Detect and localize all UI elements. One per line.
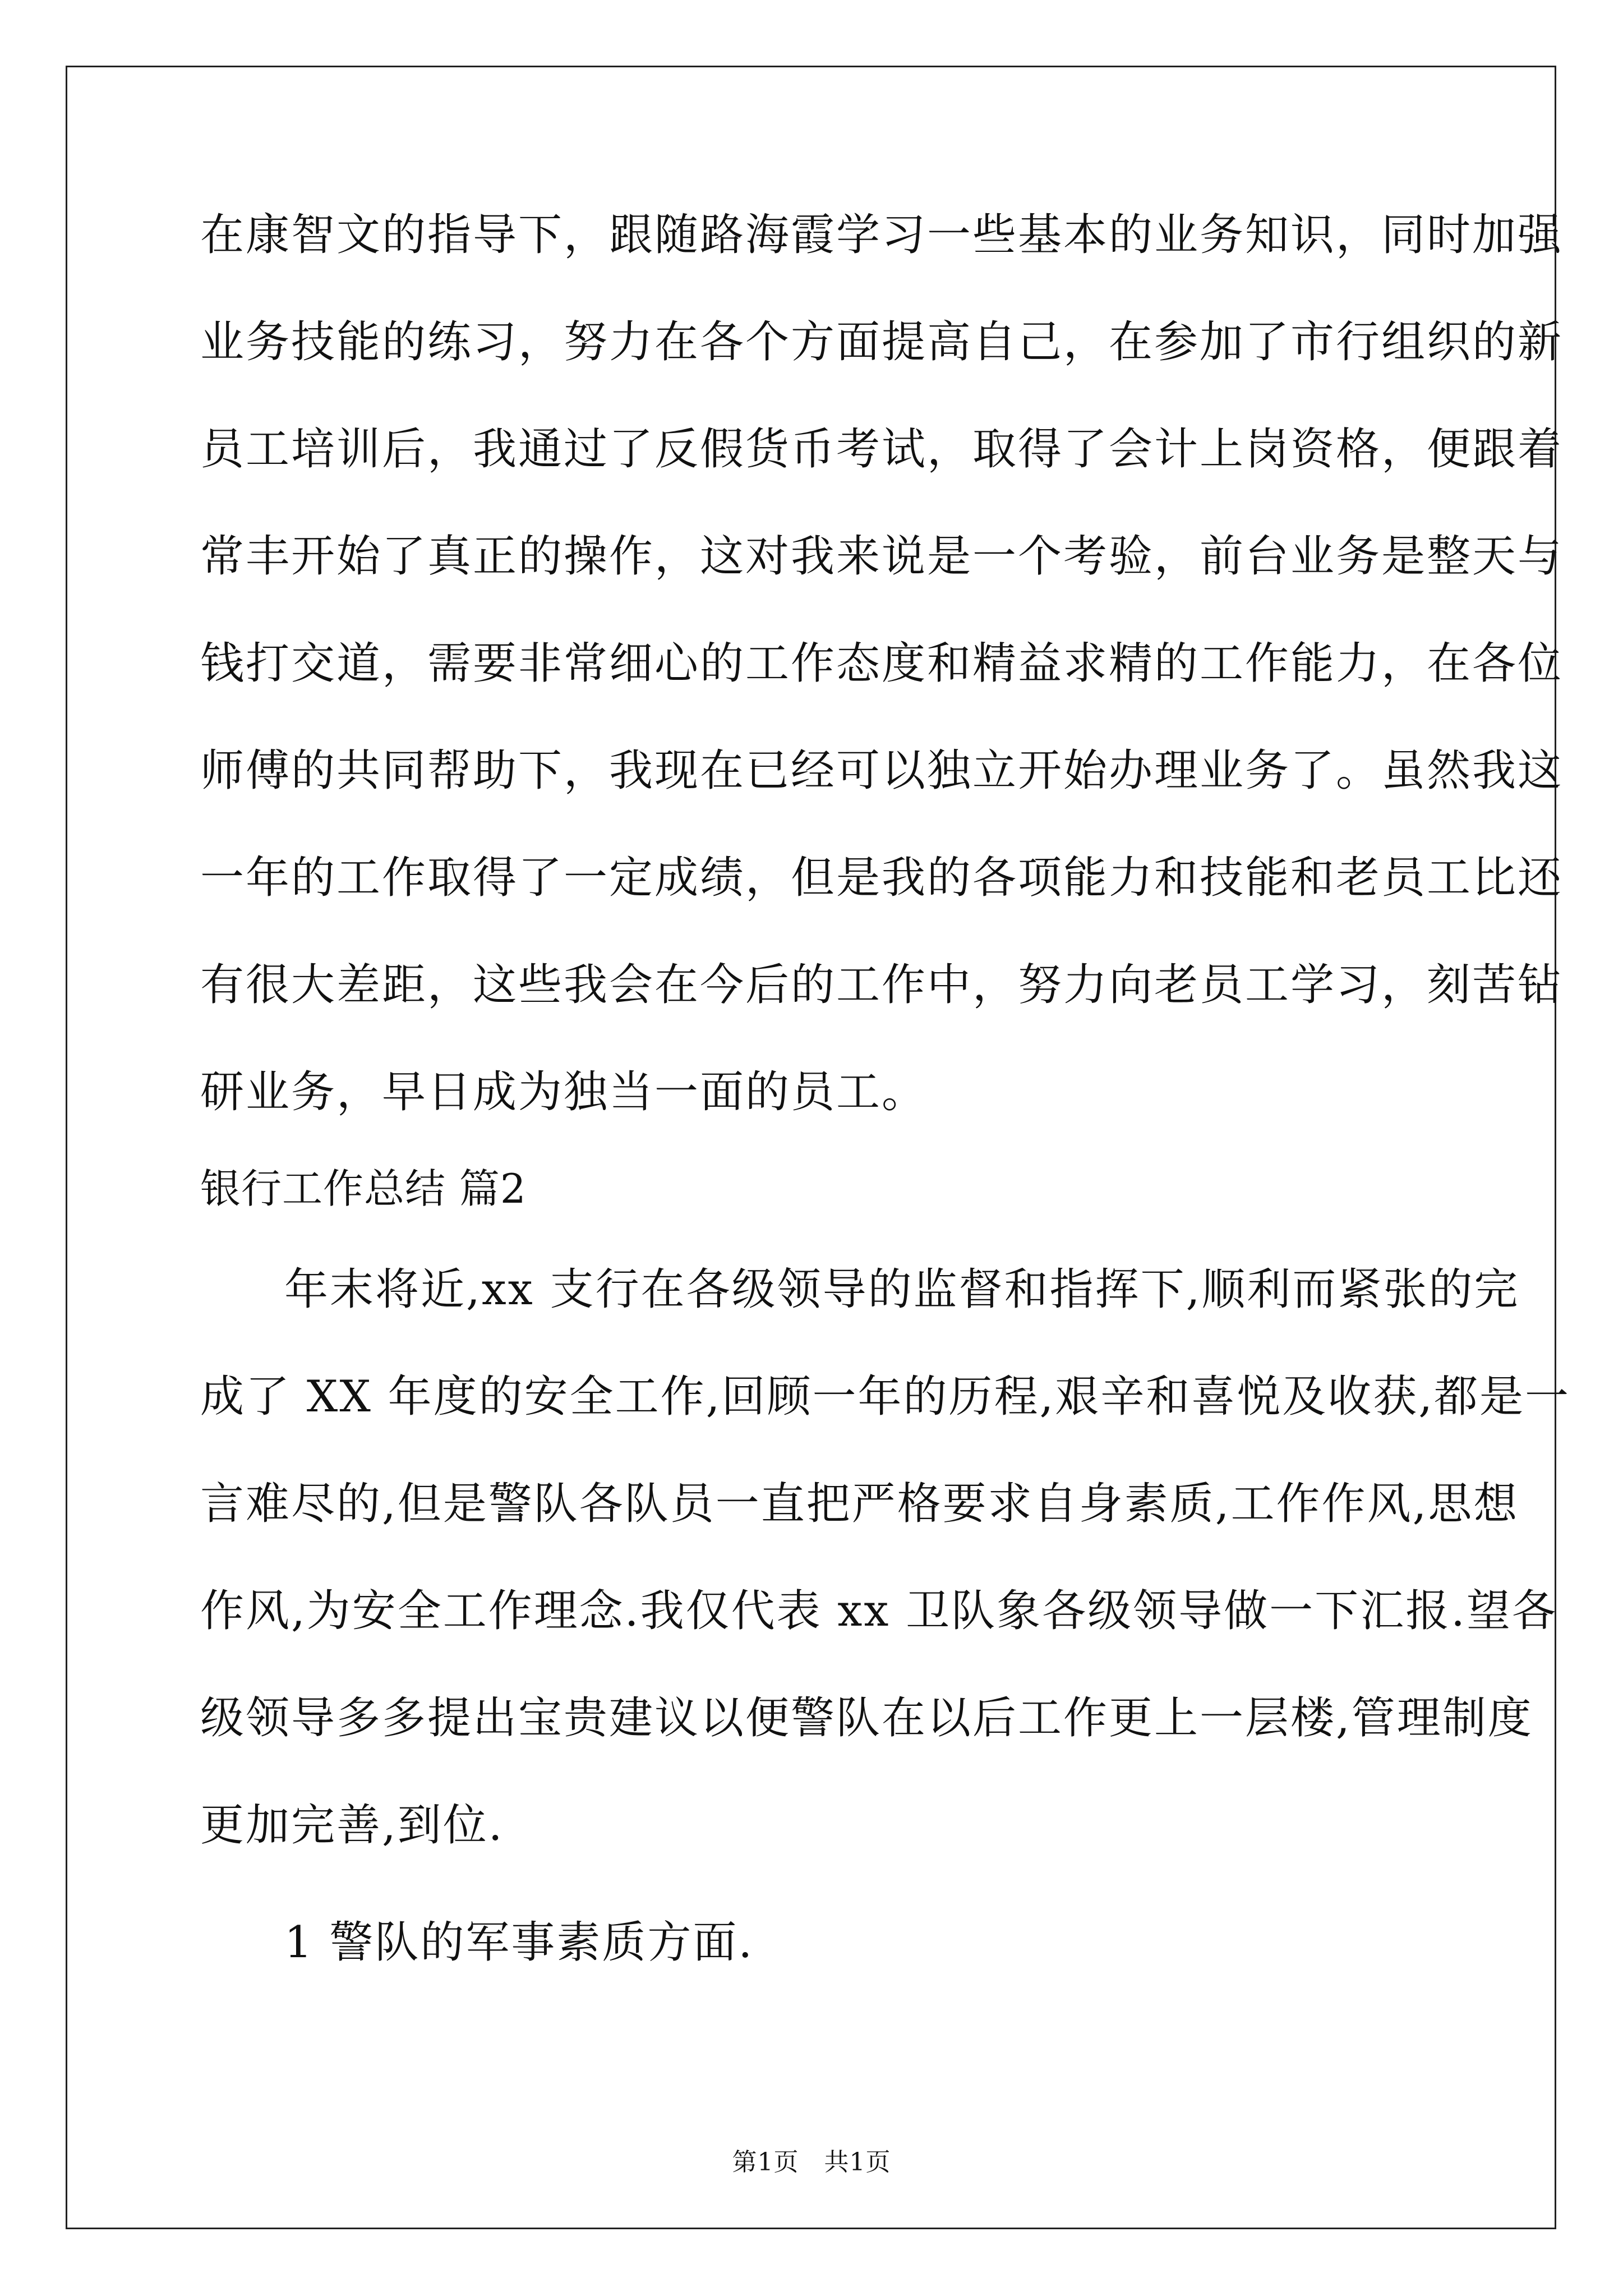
paragraph-line: 更加完善,到位. xyxy=(200,1800,504,1851)
paragraph-line: 级领导多多提出宝贵建议以便警队在以后工作更上一层楼,管理制度 xyxy=(200,1693,1533,1743)
paragraph-line: 成了 XX 年度的安全工作,回顾一年的历程,艰辛和喜悦及收获,都是一 xyxy=(200,1372,1571,1422)
paragraph-line: 业务技能的练习，努力在各个方面提高自己，在参加了市行组织的新 xyxy=(200,317,1564,367)
paragraph-line: 年末将近,xx 支行在各级领导的监督和指挥下,顺利而紧张的完 xyxy=(284,1264,1520,1315)
page-footer: 第1页 共1页 xyxy=(732,2148,891,2177)
paragraph-line: 师傅的共同帮助下，我现在已经可以独立开始办理业务了。虽然我这 xyxy=(200,746,1564,796)
paragraph-line: 言难尽的,但是警队各队员一直把严格要求自身素质,工作作风,思想 xyxy=(200,1479,1519,1529)
page-border xyxy=(66,66,1556,2229)
paragraph-line: 作风,为安全工作理念.我仅代表 xx 卫队象各级领导做一下汇报.望各 xyxy=(200,1586,1557,1636)
paragraph-line: 员工培训后，我通过了反假货币考试，取得了会计上岗资格，便跟着 xyxy=(200,424,1564,475)
paragraph-line: 常丰开始了真正的操作，这对我来说是一个考验，前台业务是整天与 xyxy=(200,531,1564,582)
paragraph-line: 有很大差距，这些我会在今后的工作中，努力向老员工学习，刻苦钻 xyxy=(200,960,1564,1010)
list-item: 1 警队的军事素质方面. xyxy=(284,1917,754,1968)
paragraph-line: 研业务，早日成为独当一面的员工。 xyxy=(200,1067,928,1117)
paragraph-line: 一年的工作取得了一定成绩，但是我的各项能力和技能和老员工比还 xyxy=(200,853,1564,903)
paragraph-line: 在康智文的指导下，跟随路海霞学习一些基本的业务知识，同时加强 xyxy=(200,210,1564,260)
section-heading: 银行工作总结 篇2 xyxy=(200,1165,527,1212)
paragraph-line: 钱打交道，需要非常细心的工作态度和精益求精的工作能力，在各位 xyxy=(200,638,1564,689)
